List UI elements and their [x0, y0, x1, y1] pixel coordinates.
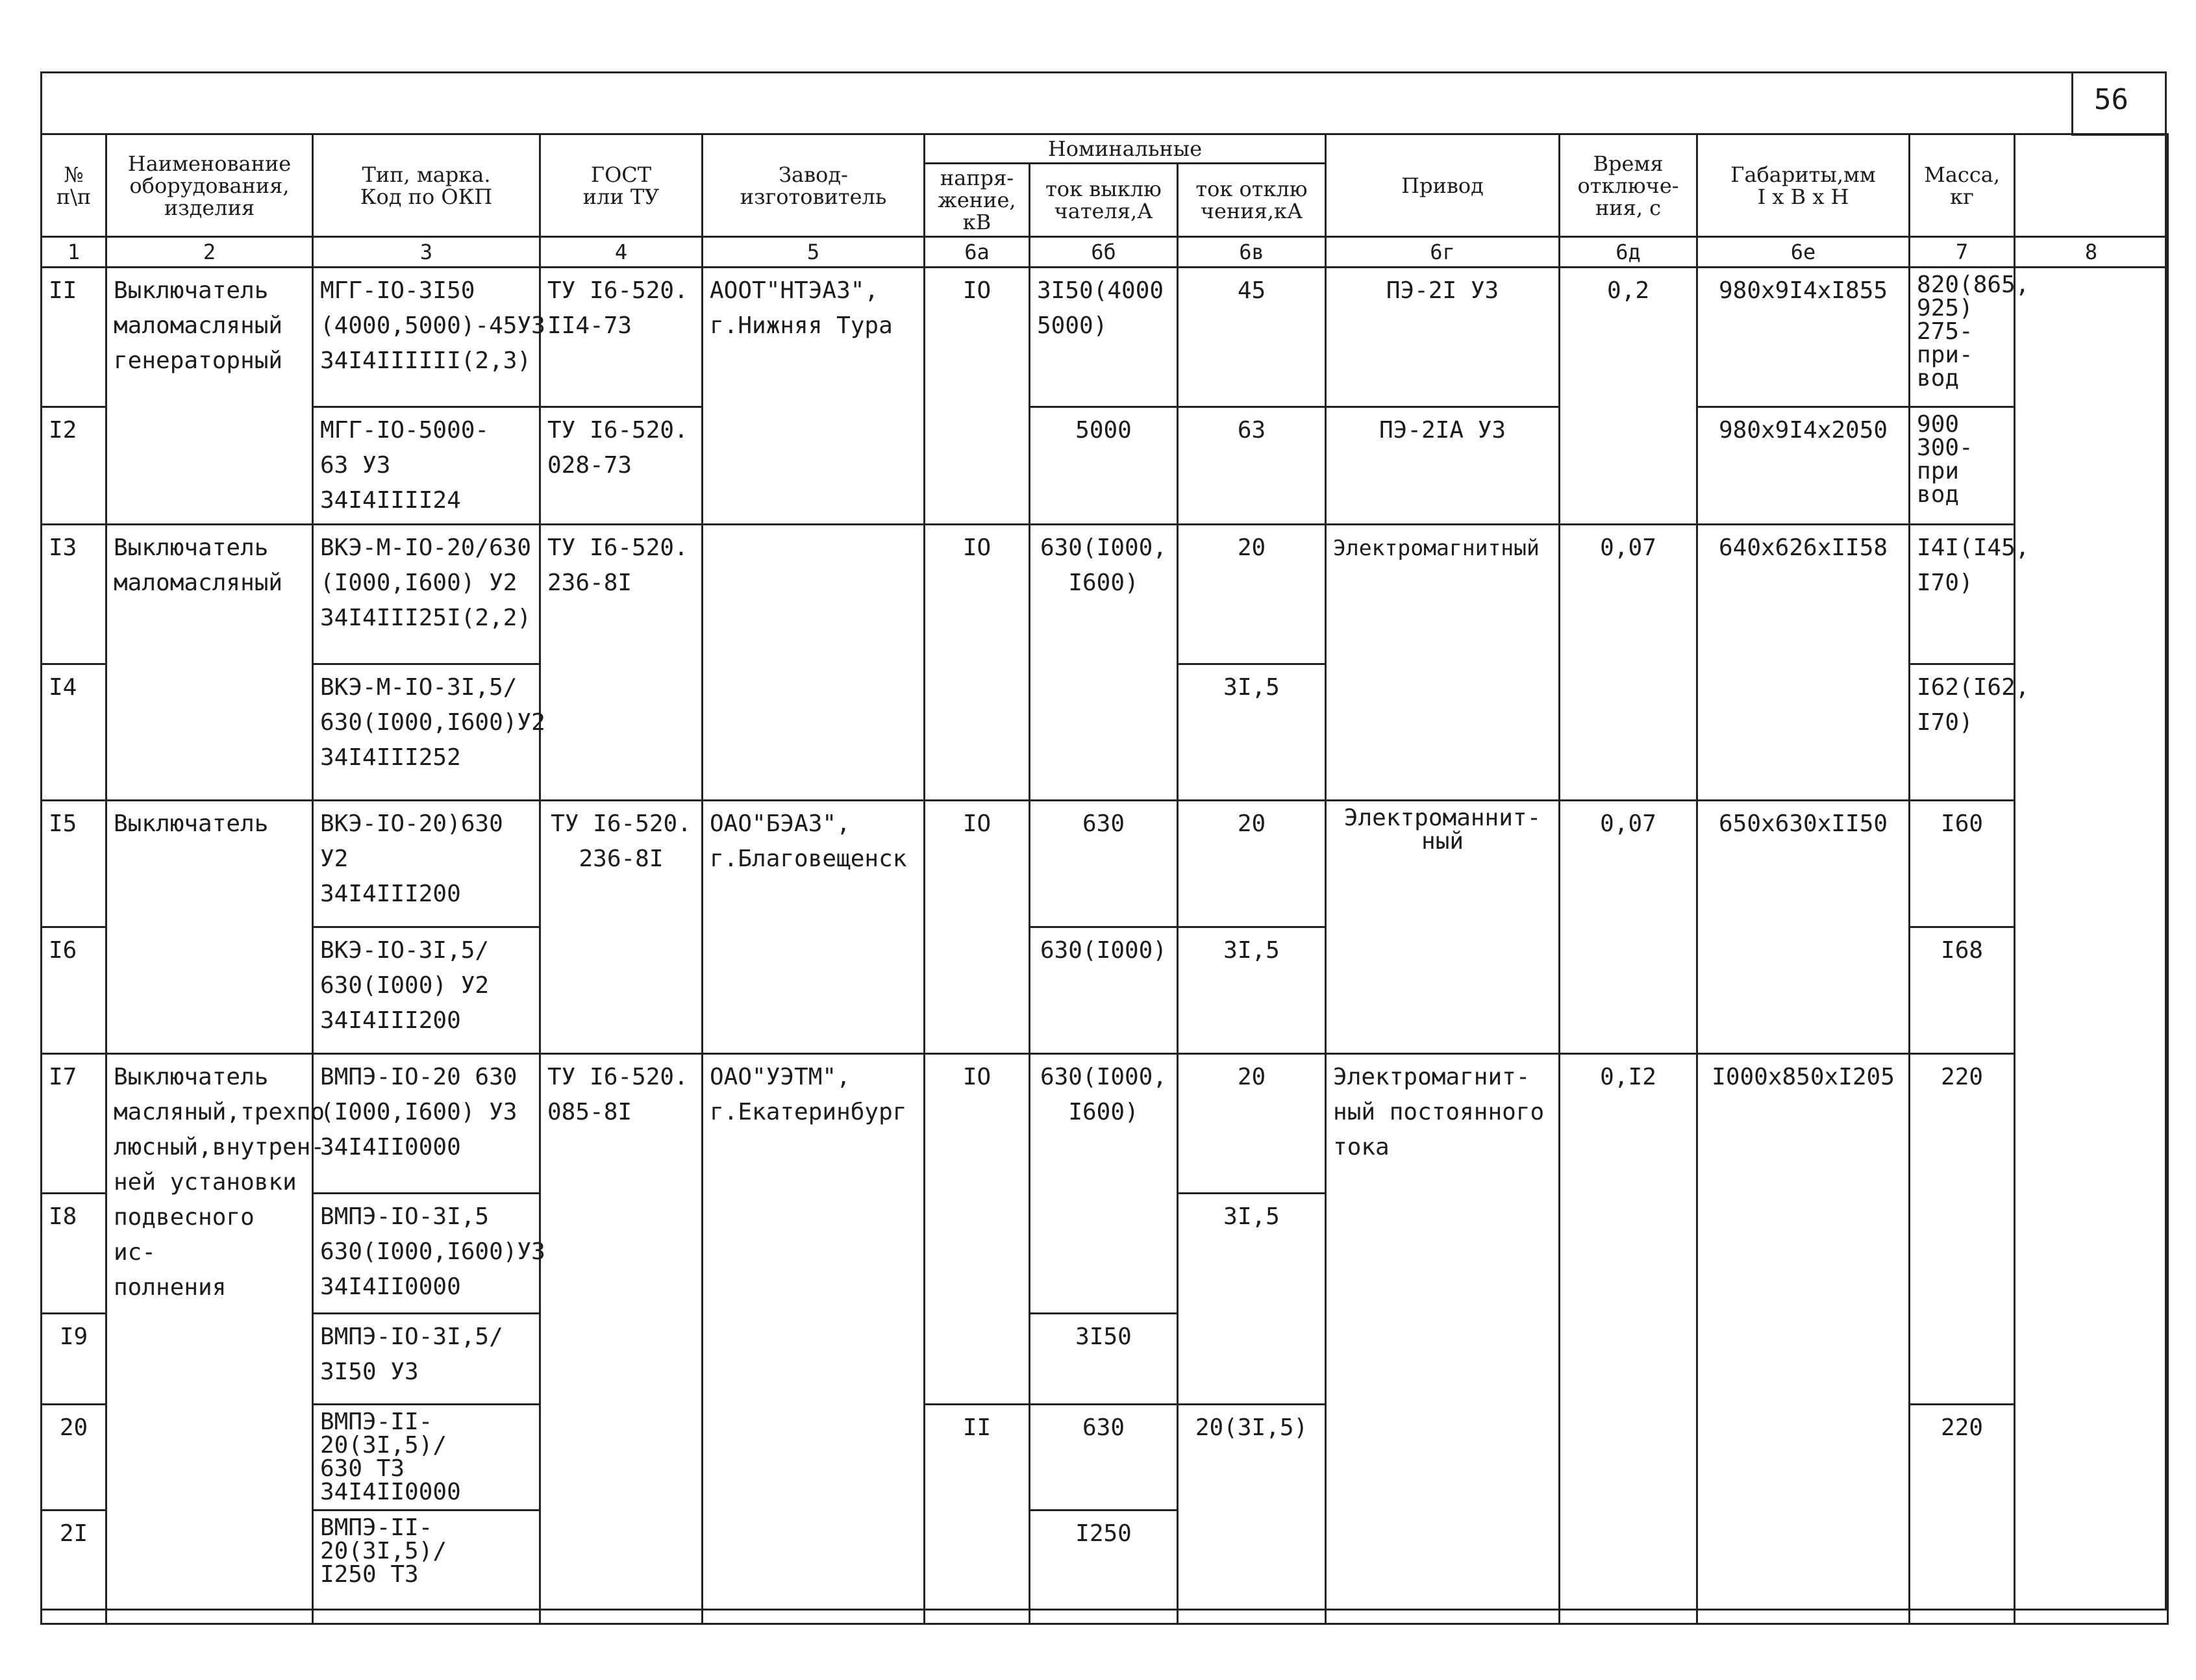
manufacturer	[703, 525, 925, 801]
gost: ТУ I6-520. 085-8I	[540, 1054, 703, 1624]
table-row	[42, 801, 2168, 927]
row-number: I9	[42, 1314, 106, 1405]
row-number: I8	[42, 1194, 106, 1314]
colnum-1: 1	[42, 237, 106, 268]
mass: I60	[1910, 801, 2015, 927]
colnum-2: 2	[106, 237, 313, 268]
breaking-current: 63	[1178, 407, 1326, 525]
header-mass: Масса, кг	[1910, 134, 2015, 237]
break-time: 0,2	[1560, 268, 1697, 525]
mass: 220	[1910, 1405, 2015, 1624]
type-code: ВМПЭ-IO-3I,5 630(I000,I600)УЗ 34I4II0000	[313, 1194, 540, 1314]
breaker-current: 630(I000, I600)	[1030, 1054, 1178, 1314]
dimensions: 980x9I4xI855	[1697, 268, 1910, 407]
breaking-current: 20(3I,5)	[1178, 1405, 1326, 1624]
gost: ТУ I6-520. 028-73	[540, 407, 703, 525]
header-number: № п\п	[42, 134, 106, 237]
voltage: IO	[925, 525, 1030, 801]
header-time: Время отключе- ния, с	[1560, 134, 1697, 237]
colnum-6g: 6г	[1326, 237, 1560, 268]
table-row	[42, 407, 2168, 525]
header-breaker-current: ток выклю чателя,А	[1030, 164, 1178, 237]
colnum-6e: 6е	[1697, 237, 1910, 268]
table-row	[42, 525, 2168, 664]
breaking-current: 20	[1178, 801, 1326, 927]
colnum-3: 3	[313, 237, 540, 268]
breaker-current: I250	[1030, 1511, 1178, 1624]
notes	[2015, 268, 2168, 1624]
equipment-table	[40, 133, 2169, 1625]
dimensions: 980x9I4x2050	[1697, 407, 1910, 525]
type-code: ВКЭ-М-IO-3I,5/ 630(I000,I600)У2 34I4III252	[313, 664, 540, 801]
breaking-current: 45	[1178, 268, 1326, 407]
break-time: 0,I2	[1560, 1054, 1697, 1624]
row-number: I4	[42, 664, 106, 801]
type-code: ВКЭ-IO-20)630 У2 34I4III200	[313, 801, 540, 927]
page-number: 56	[2094, 83, 2128, 116]
type-code: МГГ-IO-3I50 (4000,5000)-45УЗ 34I4IIIIII(2,3)	[313, 268, 540, 407]
voltage: IO	[925, 801, 1030, 1054]
header-name: Наименование оборудования, изделия	[106, 134, 313, 237]
breaker-current: 5000	[1030, 407, 1178, 525]
type-code: ВМПЭ-IO-3I,5/ 3I50 УЗ	[313, 1314, 540, 1405]
colnum-7: 7	[1910, 237, 2015, 268]
header-maker: Завод- изготовитель	[703, 134, 925, 237]
drive: ПЭ-2I УЗ	[1326, 268, 1560, 407]
mass: I68	[1910, 927, 2015, 1054]
type-code: ВМПЭ-IO-20 630 (I000,I600) УЗ 34I4II0000	[313, 1054, 540, 1194]
mass: 900 300-при вод	[1910, 407, 2015, 525]
breaking-current: 3I,5	[1178, 927, 1326, 1054]
type-code: ВМПЭ-II-20(3I,5)/ I250 ТЗ	[313, 1511, 540, 1624]
table-row	[42, 268, 2168, 407]
equipment-name: Выключатель масляный,трехпо люсный,внутрен- ней установки подвесного ис- полнения	[106, 1054, 313, 1624]
breaker-current: 630	[1030, 1405, 1178, 1511]
breaker-current: 3I50	[1030, 1314, 1178, 1405]
colnum-5: 5	[703, 237, 925, 268]
drive: Электроманнит- ный	[1326, 801, 1560, 1054]
manufacturer: ОАО"БЭАЗ", г.Благовещенск	[703, 801, 925, 1054]
header-type: Тип, марка. Код по ОКП	[313, 134, 540, 237]
voltage: II	[925, 1405, 1030, 1624]
mass: I4I(I45, I70)	[1910, 525, 2015, 664]
breaking-current: 3I,5	[1178, 1194, 1326, 1405]
drive: Электромагнит- ный постоянного тока	[1326, 1054, 1560, 1624]
mass: 820(865, 925) 275-при- вод	[1910, 268, 2015, 407]
drive: Электромагнитный	[1326, 525, 1560, 801]
breaking-current: 20	[1178, 525, 1326, 664]
row-number: I6	[42, 927, 106, 1054]
break-time: 0,07	[1560, 801, 1697, 1054]
row-number: I7	[42, 1054, 106, 1194]
row-number: I2	[42, 407, 106, 525]
header-dimensions: Габариты,мм I x B x H	[1697, 134, 1910, 237]
gost: ТУ I6-520. 236-8I	[540, 525, 703, 801]
header-nominal-group: Номинальные	[925, 134, 1326, 164]
mass: 220	[1910, 1054, 2015, 1405]
type-code: ВКЭ-IO-3I,5/ 630(I000) У2 34I4III200	[313, 927, 540, 1054]
gost: ТУ I6-520. 236-8I	[540, 801, 703, 1054]
header-gost: ГОСТ или ТУ	[540, 134, 703, 237]
table-row	[42, 1054, 2168, 1194]
manufacturer: АООТ"НТЭАЗ", г.Нижняя Тура	[703, 268, 925, 525]
equipment-name: Выключатель	[106, 801, 313, 1054]
voltage: IO	[925, 268, 1030, 525]
row-number: II	[42, 268, 106, 407]
colnum-6d: 6д	[1560, 237, 1697, 268]
equipment-name: Выключатель маломасляный генераторный	[106, 268, 313, 525]
type-code: ВМПЭ-II-20(3I,5)/ 630 ТЗ 34I4II0000	[313, 1405, 540, 1511]
breaker-current: 630(I000, I600)	[1030, 525, 1178, 801]
manufacturer: ОАО"УЭТМ", г.Екатеринбург	[703, 1054, 925, 1624]
type-code: ВКЭ-М-IO-20/630 (I000,I600) У2 34I4III25I(2,2)	[313, 525, 540, 664]
colnum-6v: 6в	[1178, 237, 1326, 268]
gost: ТУ I6-520. II4-73	[540, 268, 703, 407]
breaker-current: 630	[1030, 801, 1178, 927]
breaking-current: 3I,5	[1178, 664, 1326, 801]
row-number: 20	[42, 1405, 106, 1511]
type-code: МГГ-IO-5000- 63 УЗ 34I4IIII24	[313, 407, 540, 525]
dimensions: 650x630xII50	[1697, 801, 1910, 1054]
drive: ПЭ-2IA УЗ	[1326, 407, 1560, 525]
row-number: I3	[42, 525, 106, 664]
colnum-8: 8	[2015, 237, 2168, 268]
voltage: IO	[925, 1054, 1030, 1405]
breaker-current: 3I50(4000 5000)	[1030, 268, 1178, 407]
dimensions: I000x850xI205	[1697, 1054, 1910, 1624]
colnum-6b: 6б	[1030, 237, 1178, 268]
colnum-4: 4	[540, 237, 703, 268]
breaker-current: 630(I000)	[1030, 927, 1178, 1054]
header-breaking-current: ток отклю чения,кА	[1178, 164, 1326, 237]
header-voltage: напря- жение, кВ	[925, 164, 1030, 237]
row-number: 2I	[42, 1511, 106, 1624]
header-drive: Привод	[1326, 134, 1560, 237]
equipment-name: Выключатель маломасляный	[106, 525, 313, 801]
mass: I62(I62, I70)	[1910, 664, 2015, 801]
breaking-current: 20	[1178, 1054, 1326, 1194]
colnum-6a: 6а	[925, 237, 1030, 268]
break-time: 0,07	[1560, 525, 1697, 801]
dimensions: 640x626xII58	[1697, 525, 1910, 801]
row-number: I5	[42, 801, 106, 927]
header-col8	[2015, 134, 2168, 237]
